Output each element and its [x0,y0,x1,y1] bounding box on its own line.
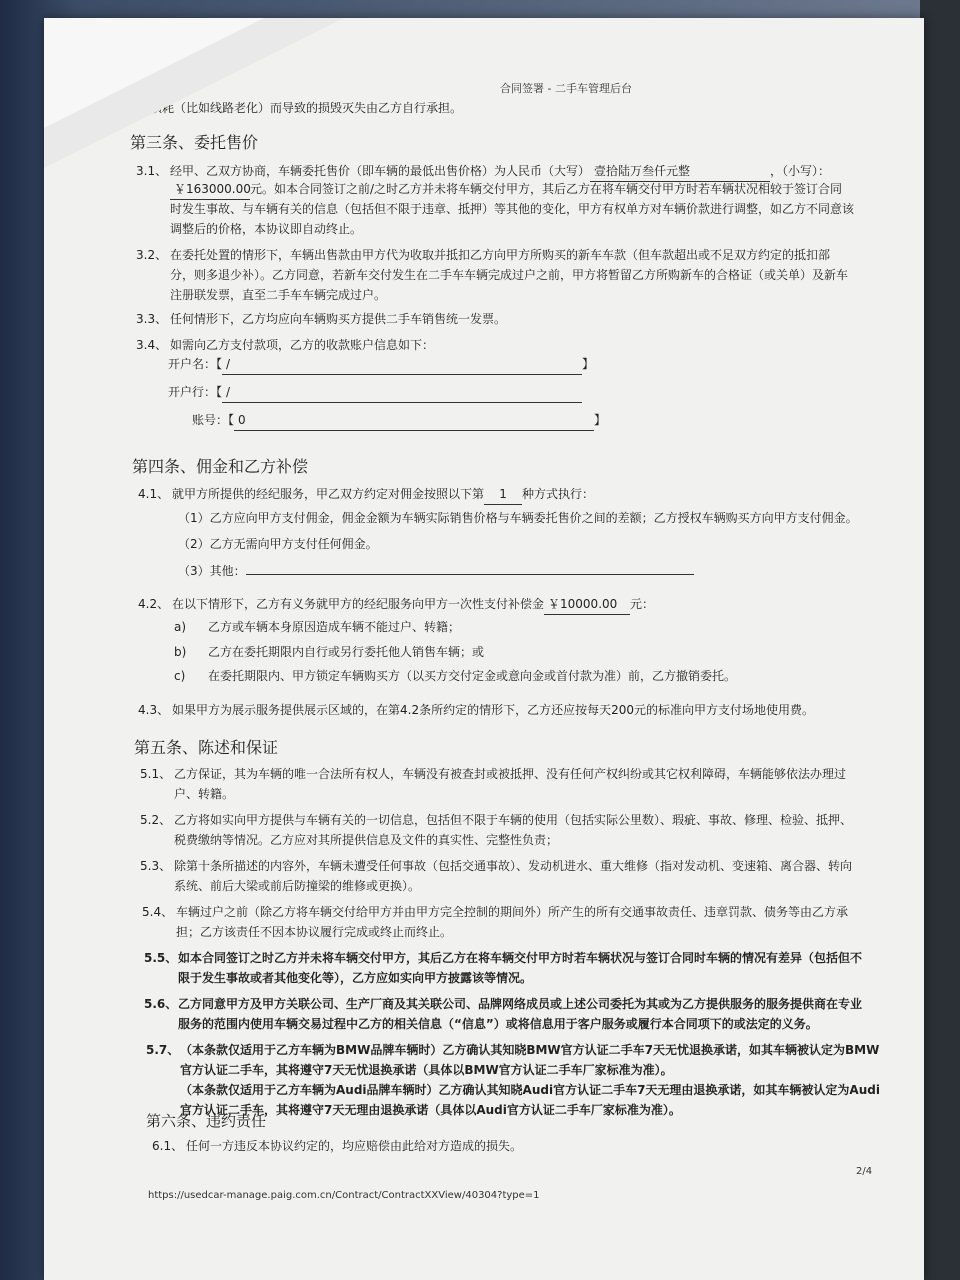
item-b: b) 乙方在委托期限内自行或另行委托他人销售车辆；或 [174,645,485,659]
clause-5-7-line-4: 官方认证二手车，其将遵守7天无理由退换承诺（具体以Audi官方认证二手车厂家标准为准）。 [180,1103,681,1117]
account-name-value: / [222,354,582,375]
item-c: c) 在委托期限内、甲方锁定车辆购买方（以买方交付定金或意向金或首付款为准）前，乙方撤销委托。 [174,669,737,683]
clause-5-4-line-2: 担；乙方该责任不因本协议履行完成或终止而终止。 [176,925,453,939]
folded-corner-highlight [44,18,264,128]
section-4-title: 第四条、佣金和乙方补偿 [132,457,309,476]
clause-4-1: 4.1、 就甲方所提供的经纪服务，甲乙双方约定对佣金按照以下第 1 种方式执行： [138,484,594,505]
clause-3-2-line-1: 3.2、 在委托处置的情形下，车辆出售款由甲方代为收取并抵扣乙方向甲方所购买的新车车款（但车款超出或不足双方约定的抵扣部 [136,248,831,262]
clause-5-2-line-2: 税费缴纳等情况。乙方应对其所提供信息及文件的真实性、完整性负责； [174,833,559,847]
background-edge [920,0,960,1280]
clause-5-3-line-2: 系统、前后大梁或前后防撞梁的维修或更换）。 [174,879,421,893]
clause-5-3-line-1: 5.3、 除第十条所描述的内容外，车辆未遭受任何事故（包括交通事故）、发动机进水、重大维修（指对发动机、变速箱、离合器、转向 [140,859,853,873]
clause-5-5-line-2: 限于发生事故或者其他变化等），乙方应如实向甲方披露该等情况。 [178,971,533,985]
clause-5-7-line-1: 5.7、（本条款仅适用于乙方车辆为BMW品牌车辆时）乙方确认其知晓BMW官方认证二手车7天无忧退换承诺，如其车辆被认定为BMW [146,1043,880,1057]
print-url: https://usedcar-manage.paig.com.cn/Contract/ContractXXView/40304?type=1 [148,1190,540,1201]
print-time: 10:39 [174,78,206,91]
clause-5-4-line-1: 5.4、 车辆过户之前（除乙方将车辆交付给甲方并由甲方完全控制的期间外）所产生的所有交通事故责任、违章罚款、债务等由乙方承 [142,905,849,919]
account-bank-value: / [222,382,582,403]
option-3-blank [246,574,694,575]
clause-5-6-line-2: 服务的范围内使用车辆交易过程中乙方的相关信息（“信息”）或将信息用于客户服务或履行本合同项下的或法定的义务。 [178,1017,818,1031]
clause-3-3: 3.3、 任何情形下，乙方均应向车辆购买方提供二手车销售统一发票。 [136,312,507,326]
clause-3-2-line-2: 分，则多退少补）。乙方同意，若新车交付发生在二手车车辆完成过户之前，甲方将暂留乙方所购新车的合格证（或关单）及新车 [170,268,849,282]
clause-5-2-line-1: 5.2、 乙方将如实向甲方提供与车辆有关的一切信息，包括但不限于车辆的使用（包括实际公里数）、瑕疵、事故、修理、检验、抵押、 [140,813,853,827]
clause-4-3: 4.3、 如果甲方为展示服务提供展示区域的，在第4.2条所约定的情形下，乙方还应按每天200元的标准向甲方支付场地使用费。 [138,703,814,717]
clause-5-5-line-1: 5.5、如本合同签订之时乙方并未将车辆交付甲方，其后乙方在将车辆交付甲方时若车辆状况与签订合同时车辆的情况有差异（包括但不 [144,951,863,965]
option-2: （2）乙方无需向甲方支付任何佣金。 [178,537,378,551]
continued-line: 损耗（比如线路老化）而导致的损毁灭失由乙方自行承担。 [150,101,463,115]
clause-5-6-line-1: 5.6、乙方同意甲方及甲方关联公司、生产厂商及其关联公司、品牌网络成员或上述公司委托为其或为乙方提供服务的服务提供商在专业 [144,997,863,1011]
account-name-row: 开户名：【 / 】 [168,354,594,375]
account-bank-row: 开户行：【 / [168,382,582,403]
clause-3-4: 3.4、 如需向乙方支付款项，乙方的收款账户信息如下： [136,338,435,352]
section-3-title: 第三条、委托售价 [130,133,259,152]
page-number: 2/4 [856,1166,873,1177]
section-5-title: 第五条、陈述和保证 [134,738,279,757]
account-number-value: 0 [234,410,594,431]
clause-3-2-line-3: 注册联发票，直至二手车车辆完成过户。 [170,288,387,302]
clause-5-7-line-3: （本条款仅适用于乙方车辆为Audi品牌车辆时）乙方确认其知晓Audi官方认证二手车7天无理由退换承诺，如其车辆被认定为Audi [180,1083,880,1097]
amount-in-figures: ￥163000.00 [170,179,250,200]
item-a: a) 乙方或车辆本身原因造成车辆不能过户、转籍； [174,620,461,634]
amount-in-words: 壹拾陆万叁仟元整 [590,161,770,182]
option-1: （1）乙方应向甲方支付佣金，佣金金额为车辆实际销售价格与车辆委托售价之间的差额；乙方授权车辆购买方向甲方支付佣金。 [178,511,858,525]
option-3: （3）其他： [178,561,694,581]
clause-5-7-line-2: 官方认证二手车，其将遵守7天无忧退换承诺（具体以BMW官方认证二手车厂家标准为准）。 [180,1063,673,1077]
commission-option: 1 [484,484,522,505]
clause-3-1-line-3: 时发生事故、与车辆有关的信息（包括但不限于违章、抵押）等其他的变化，甲方有权单方对车辆价款进行调整，如乙方不同意该 [170,202,855,216]
clause-5-1-line-1: 5.1、 乙方保证，其为车辆的唯一合法所有权人，车辆没有被查封或被抵押、没有任何产权纠纷或其它权利障碍，车辆能够依法办理过 [140,767,847,781]
clause-4-2: 4.2、 在以下情形下，乙方有义务就甲方的经纪服务向甲方一次性支付补偿金 ￥10000.00 元： [138,594,654,615]
account-number-row: 账号：【 0 】 [192,410,606,431]
print-title: 合同签署 - 二手车管理后台 [500,82,632,95]
compensation-amount: ￥10000.00 [544,594,630,615]
clause-3-1-line-2: ￥163000.00元。如本合同签订之前/之时乙方并未将车辆交付甲方，其后乙方在将车辆交付甲方时若车辆状况相较于签订合同 [170,179,842,200]
clause-6-1: 6.1、 任何一方违反本协议约定的，均应赔偿由此给对方造成的损失。 [152,1139,523,1153]
section-6-title: 第六条、违约责任 [146,1112,267,1130]
clause-5-1-line-2: 户、转籍。 [174,787,235,801]
contract-page [44,18,924,1280]
clause-3-1-line-4: 调整后的价格，本协议即自动终止。 [170,222,363,236]
clause-3-1-line-1: 3.1、 经甲、乙双方协商，车辆委托售价（即车辆的最低出售价格）为人民币（大写） 壹拾陆万叁仟元整 ，（小写）： [136,161,830,182]
